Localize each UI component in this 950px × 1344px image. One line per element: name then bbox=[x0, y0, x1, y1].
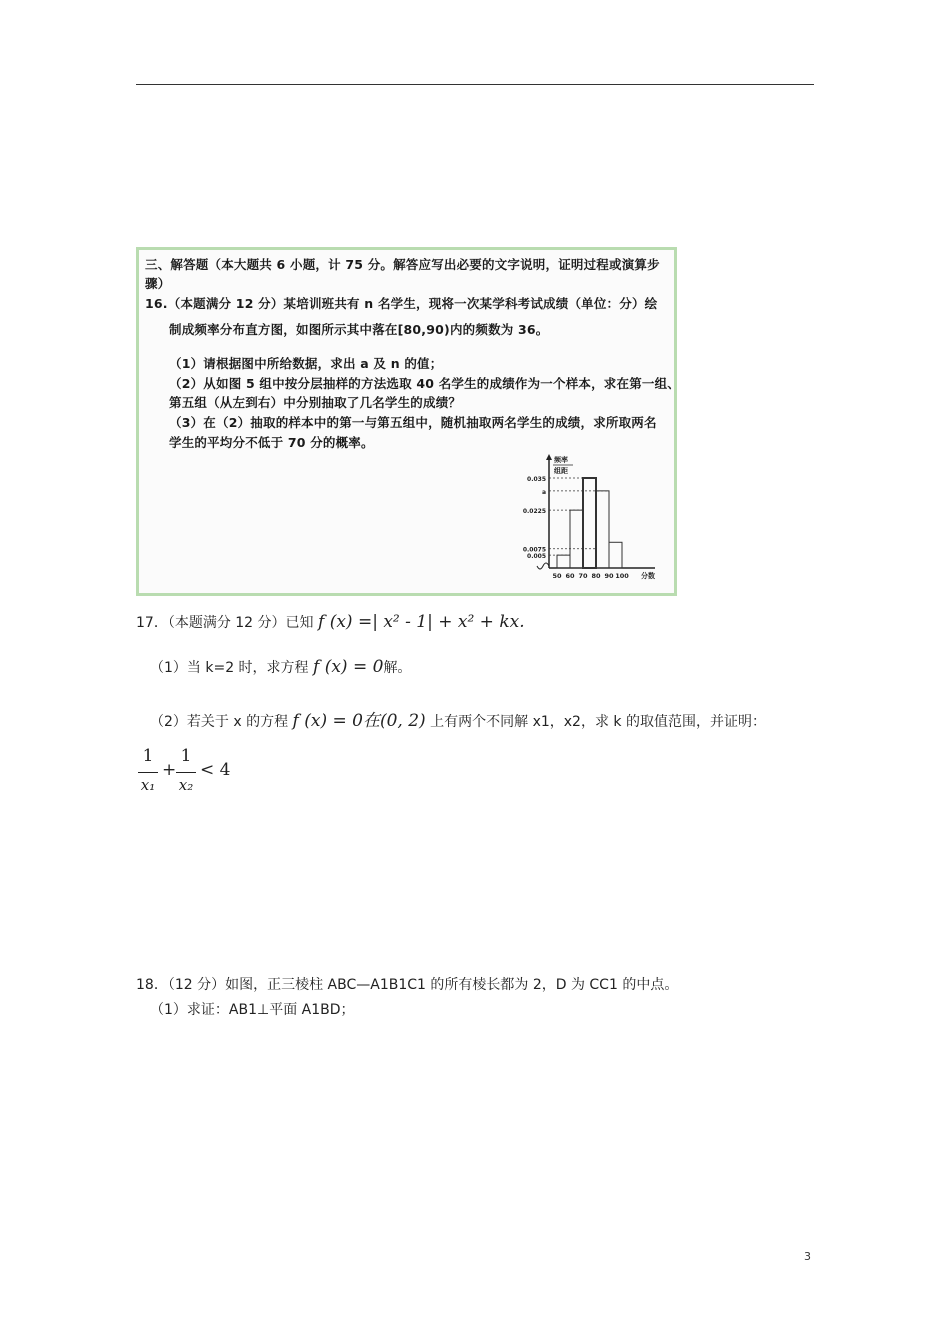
y-axis-label: 频率 bbox=[554, 456, 568, 464]
y-axis-label-denominator: 组距 bbox=[554, 467, 568, 475]
problem-16-text: 制成频率分布直方图，如图所示其中落在[80,90)内的频数为 36。 bbox=[169, 322, 549, 337]
fraction-2-numerator: 1 bbox=[180, 746, 192, 766]
q17-line bbox=[136, 612, 525, 632]
fraction-1-denominator: x₁ bbox=[140, 776, 156, 794]
q17-number: 17． bbox=[136, 615, 168, 631]
q17-part2-pre: （2）若关于 x 的方程 bbox=[150, 714, 289, 730]
problem-16-part3-cont: 学生的平均分不低于 70 分的概率。 bbox=[169, 435, 374, 450]
histogram-bar bbox=[570, 510, 583, 568]
x-axis-label: 分数 bbox=[641, 572, 655, 580]
problem-16-part2: （2）从如图 5 组中按分层抽样的方法选取 40 名学生的成绩作为一个样本，求在第一组、 bbox=[169, 376, 680, 391]
plus-sign: + bbox=[162, 760, 177, 780]
problem-16-part3: （3）在（2）抽取的样本中的第一与第五组中，随机抽取两名学生的成绩，求所取两名 bbox=[169, 415, 657, 430]
fraction-1-numerator: 1 bbox=[142, 746, 154, 766]
axis-break bbox=[537, 563, 549, 569]
y-tick-label: a bbox=[541, 488, 546, 496]
q17-function: f (x) =| x² - 1| + x² + kx. bbox=[318, 612, 525, 632]
y-tick-label: 0.0225 bbox=[522, 508, 546, 516]
x-tick-label: 50 bbox=[552, 572, 562, 580]
x-tick-label: 100 bbox=[615, 572, 629, 580]
section-heading: 三、解答题（本大题共 6 小题，计 75 分。解答应写出必要的文字说明，证明过程或演算步 bbox=[145, 257, 660, 272]
x-tick-label: 60 bbox=[565, 572, 575, 580]
y-tick-label: 0.035 bbox=[527, 476, 546, 483]
q18-line2: （1）求证：AB1⊥平面 A1BD； bbox=[150, 1002, 355, 1018]
y-axis-arrow bbox=[546, 454, 552, 460]
section-heading-cont: 骤） bbox=[145, 276, 171, 291]
fraction-1-bar bbox=[138, 772, 158, 773]
scanned-problem-16 bbox=[136, 247, 680, 596]
q17-part2-equation: f (x) = 0在(0, 2) bbox=[292, 711, 426, 731]
frequency-histogram bbox=[509, 453, 679, 593]
problem-16-part1: （1）请根据图中所给数据，求出 a 及 n 的值； bbox=[169, 356, 443, 371]
q17-part1 bbox=[150, 657, 411, 677]
x-tick-label: 90 bbox=[604, 572, 614, 580]
y-tick-label: 0.0075 bbox=[522, 546, 546, 554]
histogram-bar bbox=[583, 478, 596, 568]
y-tick-label: 0.005 bbox=[527, 553, 546, 561]
header-rule bbox=[136, 84, 814, 85]
x-tick-label: 80 bbox=[591, 572, 601, 580]
q17-part1-post: 解。 bbox=[383, 660, 412, 676]
problem-16-title: 16.（本题满分 12 分）某培训班共有 n 名学生，现将一次某学科考试成绩（单位：分）绘 bbox=[145, 296, 658, 311]
q18-line1: 18．（12 分）如图，正三棱柱 ABC—A1B1C1 的所有棱长都为 2，D 为 CC1 的中点。 bbox=[136, 977, 679, 993]
histogram-bar bbox=[609, 542, 622, 568]
q17-part1-equation: f (x) = 0 bbox=[313, 657, 384, 677]
page-number: 3 bbox=[804, 1250, 811, 1263]
fraction-2-denominator: x₂ bbox=[178, 776, 194, 794]
q17-part2-post: 上有两个不同解 x1，x2，求 k 的取值范围，并证明： bbox=[430, 714, 766, 730]
histogram-bar bbox=[596, 491, 609, 568]
histogram-bar bbox=[557, 555, 570, 568]
inequality-rhs: < 4 bbox=[200, 760, 231, 780]
q17-part2 bbox=[150, 706, 766, 731]
fraction-2-bar bbox=[176, 772, 196, 773]
problem-16-part2-cont: 第五组（从左到右）中分别抽取了几名学生的成绩？ bbox=[169, 395, 462, 410]
x-tick-label: 70 bbox=[578, 572, 588, 580]
q17-part1-pre: （1）当 k=2 时，求方程 bbox=[150, 660, 309, 676]
q17-intro: （本题满分 12 分）已知 bbox=[167, 615, 314, 631]
